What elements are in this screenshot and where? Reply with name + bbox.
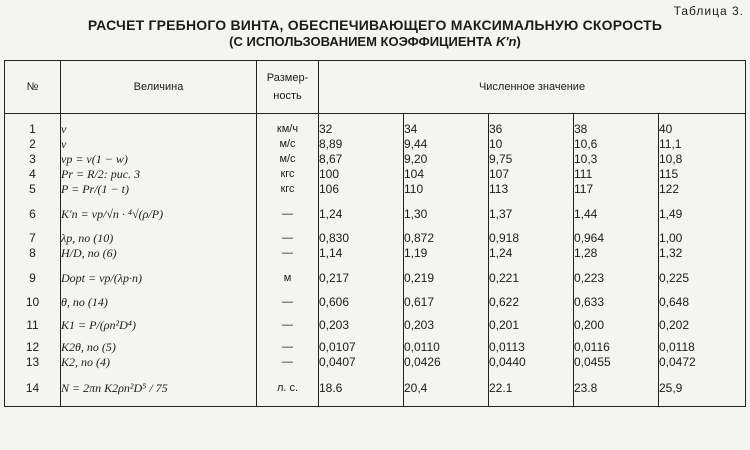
row-value: 1,30 bbox=[404, 197, 489, 231]
row-value: 38 bbox=[574, 122, 659, 137]
row-value: 18.6 bbox=[319, 370, 404, 407]
spacer-cell bbox=[489, 114, 574, 123]
row-value: 0,0113 bbox=[489, 340, 574, 355]
row-quantity: P = Pr/(1 − t) bbox=[61, 182, 257, 197]
row-quantity: K1 = P/(ρn²D⁴) bbox=[61, 310, 257, 340]
row-quantity: K2θ, по (5) bbox=[61, 340, 257, 355]
row-value: 11,1 bbox=[659, 137, 746, 152]
row-value: 0,830 bbox=[319, 231, 404, 246]
row-value: 8,67 bbox=[319, 152, 404, 167]
row-value: 115 bbox=[659, 167, 746, 182]
row-value: 0,0472 bbox=[659, 355, 746, 370]
row-value: 0,633 bbox=[574, 295, 659, 310]
row-value: 0,0440 bbox=[489, 355, 574, 370]
row-value: 0,617 bbox=[404, 295, 489, 310]
subtitle-text: (С ИСПОЛЬЗОВАНИЕМ КОЭФФИЦИЕНТА bbox=[229, 34, 493, 49]
row-value: 25,9 bbox=[659, 370, 746, 407]
table-row bbox=[5, 246, 746, 261]
header-quantity: Величина bbox=[61, 61, 257, 114]
row-number: 3 bbox=[5, 152, 61, 167]
row-number: 10 bbox=[5, 295, 61, 310]
subtitle-end: ) bbox=[516, 34, 521, 49]
row-unit: м/с bbox=[257, 152, 319, 167]
row-quantity: v bbox=[61, 137, 257, 152]
table-row bbox=[5, 370, 746, 407]
row-value: 0,0107 bbox=[319, 340, 404, 355]
row-value: 8,89 bbox=[319, 137, 404, 152]
row-value: 107 bbox=[489, 167, 574, 182]
row-number: 2 bbox=[5, 137, 61, 152]
row-value: 1,32 bbox=[659, 246, 746, 261]
row-value: 111 bbox=[574, 167, 659, 182]
table-title: РАСЧЕТ ГРЕБНОГО ВИНТА, ОБЕСПЕЧИВАЮЩЕГО МАКСИМАЛЬНУЮ СКОРОСТЬ bbox=[87, 17, 663, 33]
row-value: 0,0407 bbox=[319, 355, 404, 370]
row-value: 10,8 bbox=[659, 152, 746, 167]
row-value: 0,606 bbox=[319, 295, 404, 310]
row-value: 9,20 bbox=[404, 152, 489, 167]
row-number: 7 bbox=[5, 231, 61, 246]
row-value: 0,918 bbox=[489, 231, 574, 246]
row-value: 113 bbox=[489, 182, 574, 197]
row-unit: м bbox=[257, 261, 319, 295]
row-number: 8 bbox=[5, 246, 61, 261]
table-row bbox=[5, 167, 746, 182]
row-value: 0,872 bbox=[404, 231, 489, 246]
row-value: 104 bbox=[404, 167, 489, 182]
spacer-cell bbox=[319, 114, 404, 123]
row-unit: л. с. bbox=[257, 370, 319, 407]
table-row bbox=[5, 137, 746, 152]
row-quantity: λp, по (10) bbox=[61, 231, 257, 246]
row-value: 0,622 bbox=[489, 295, 574, 310]
row-value: 9,75 bbox=[489, 152, 574, 167]
table-label: Таблица 3. bbox=[673, 4, 744, 18]
table-row bbox=[5, 261, 746, 295]
row-quantity: v bbox=[61, 122, 257, 137]
row-quantity: Dopt = vp/(λp·n) bbox=[61, 261, 257, 295]
row-value: 0,219 bbox=[404, 261, 489, 295]
row-value: 10,3 bbox=[574, 152, 659, 167]
row-number: 5 bbox=[5, 182, 61, 197]
row-value: 100 bbox=[319, 167, 404, 182]
row-value: 10 bbox=[489, 137, 574, 152]
row-value: 0,223 bbox=[574, 261, 659, 295]
spacer-cell bbox=[574, 114, 659, 123]
row-value: 34 bbox=[404, 122, 489, 137]
row-quantity: K'n = vp/√n · ⁴√(ρ/P) bbox=[61, 197, 257, 231]
row-number: 6 bbox=[5, 197, 61, 231]
row-number: 4 bbox=[5, 167, 61, 182]
row-unit: — bbox=[257, 197, 319, 231]
row-unit: кгс bbox=[257, 167, 319, 182]
header-unit: Размер- ность bbox=[257, 61, 319, 114]
row-unit: — bbox=[257, 310, 319, 340]
table-row bbox=[5, 231, 746, 246]
row-unit: — bbox=[257, 231, 319, 246]
row-value: 0,203 bbox=[404, 310, 489, 340]
spacer-cell bbox=[404, 114, 489, 123]
table-row bbox=[5, 182, 746, 197]
spacer-cell bbox=[257, 114, 319, 123]
row-quantity: vp = v(1 − w) bbox=[61, 152, 257, 167]
row-quantity: θ, по (14) bbox=[61, 295, 257, 310]
row-number: 1 bbox=[5, 122, 61, 137]
row-unit: — bbox=[257, 295, 319, 310]
row-unit: кгс bbox=[257, 182, 319, 197]
row-value: 0,0426 bbox=[404, 355, 489, 370]
spacer-cell bbox=[5, 114, 61, 123]
row-number: 12 bbox=[5, 340, 61, 355]
spacer-cell bbox=[61, 114, 257, 123]
row-value: 0,0110 bbox=[404, 340, 489, 355]
row-unit: — bbox=[257, 355, 319, 370]
row-value: 1,19 bbox=[404, 246, 489, 261]
table-subtitle bbox=[0, 34, 750, 49]
row-quantity: H/D, по (6) bbox=[61, 246, 257, 261]
row-value: 22.1 bbox=[489, 370, 574, 407]
subtitle-symbol: K'n bbox=[496, 34, 517, 49]
row-value: 36 bbox=[489, 122, 574, 137]
spacer-cell bbox=[659, 114, 746, 123]
row-quantity: N = 2πn K2ρn²D⁵ / 75 bbox=[61, 370, 257, 407]
row-value: 1,14 bbox=[319, 246, 404, 261]
row-unit: км/ч bbox=[257, 122, 319, 137]
row-value: 32 bbox=[319, 122, 404, 137]
row-number: 14 bbox=[5, 370, 61, 407]
row-value: 0,202 bbox=[659, 310, 746, 340]
row-number: 13 bbox=[5, 355, 61, 370]
row-value: 40 bbox=[659, 122, 746, 137]
row-value: 10,6 bbox=[574, 137, 659, 152]
table-row bbox=[5, 355, 746, 370]
row-quantity: Pr = R/2: рис. 3 bbox=[61, 167, 257, 182]
row-number: 11 bbox=[5, 310, 61, 340]
spacer-row bbox=[5, 114, 746, 123]
row-value: 0,964 bbox=[574, 231, 659, 246]
row-value: 117 bbox=[574, 182, 659, 197]
row-value: 20,4 bbox=[404, 370, 489, 407]
row-value: 0,225 bbox=[659, 261, 746, 295]
table-row bbox=[5, 295, 746, 310]
table-row bbox=[5, 152, 746, 167]
row-value: 1,37 bbox=[489, 197, 574, 231]
row-quantity: K2, по (4) bbox=[61, 355, 257, 370]
row-unit: — bbox=[257, 246, 319, 261]
header-number: № bbox=[5, 61, 61, 114]
header-values: Численное значение bbox=[319, 61, 746, 114]
row-value: 0,0455 bbox=[574, 355, 659, 370]
row-value: 1,24 bbox=[319, 197, 404, 231]
row-value: 122 bbox=[659, 182, 746, 197]
table-body bbox=[5, 114, 746, 407]
row-number: 9 bbox=[5, 261, 61, 295]
row-value: 0,200 bbox=[574, 310, 659, 340]
row-value: 0,203 bbox=[319, 310, 404, 340]
row-value: 0,0118 bbox=[659, 340, 746, 355]
row-value: 1,28 bbox=[574, 246, 659, 261]
row-value: 0,217 bbox=[319, 261, 404, 295]
row-value: 0,201 bbox=[489, 310, 574, 340]
row-value: 1,00 bbox=[659, 231, 746, 246]
row-value: 110 bbox=[404, 182, 489, 197]
row-unit: м/с bbox=[257, 137, 319, 152]
table-row bbox=[5, 122, 746, 137]
row-value: 1,24 bbox=[489, 246, 574, 261]
row-value: 1,49 bbox=[659, 197, 746, 231]
row-value: 106 bbox=[319, 182, 404, 197]
row-value: 0,221 bbox=[489, 261, 574, 295]
row-value: 0,0116 bbox=[574, 340, 659, 355]
row-value: 0,648 bbox=[659, 295, 746, 310]
table-row bbox=[5, 340, 746, 355]
table-row bbox=[5, 197, 746, 231]
row-value: 9,44 bbox=[404, 137, 489, 152]
table-row bbox=[5, 310, 746, 340]
row-value: 23.8 bbox=[574, 370, 659, 407]
row-unit: — bbox=[257, 340, 319, 355]
row-value: 1,44 bbox=[574, 197, 659, 231]
propeller-calculation-table bbox=[4, 60, 746, 407]
header-row bbox=[5, 61, 746, 114]
